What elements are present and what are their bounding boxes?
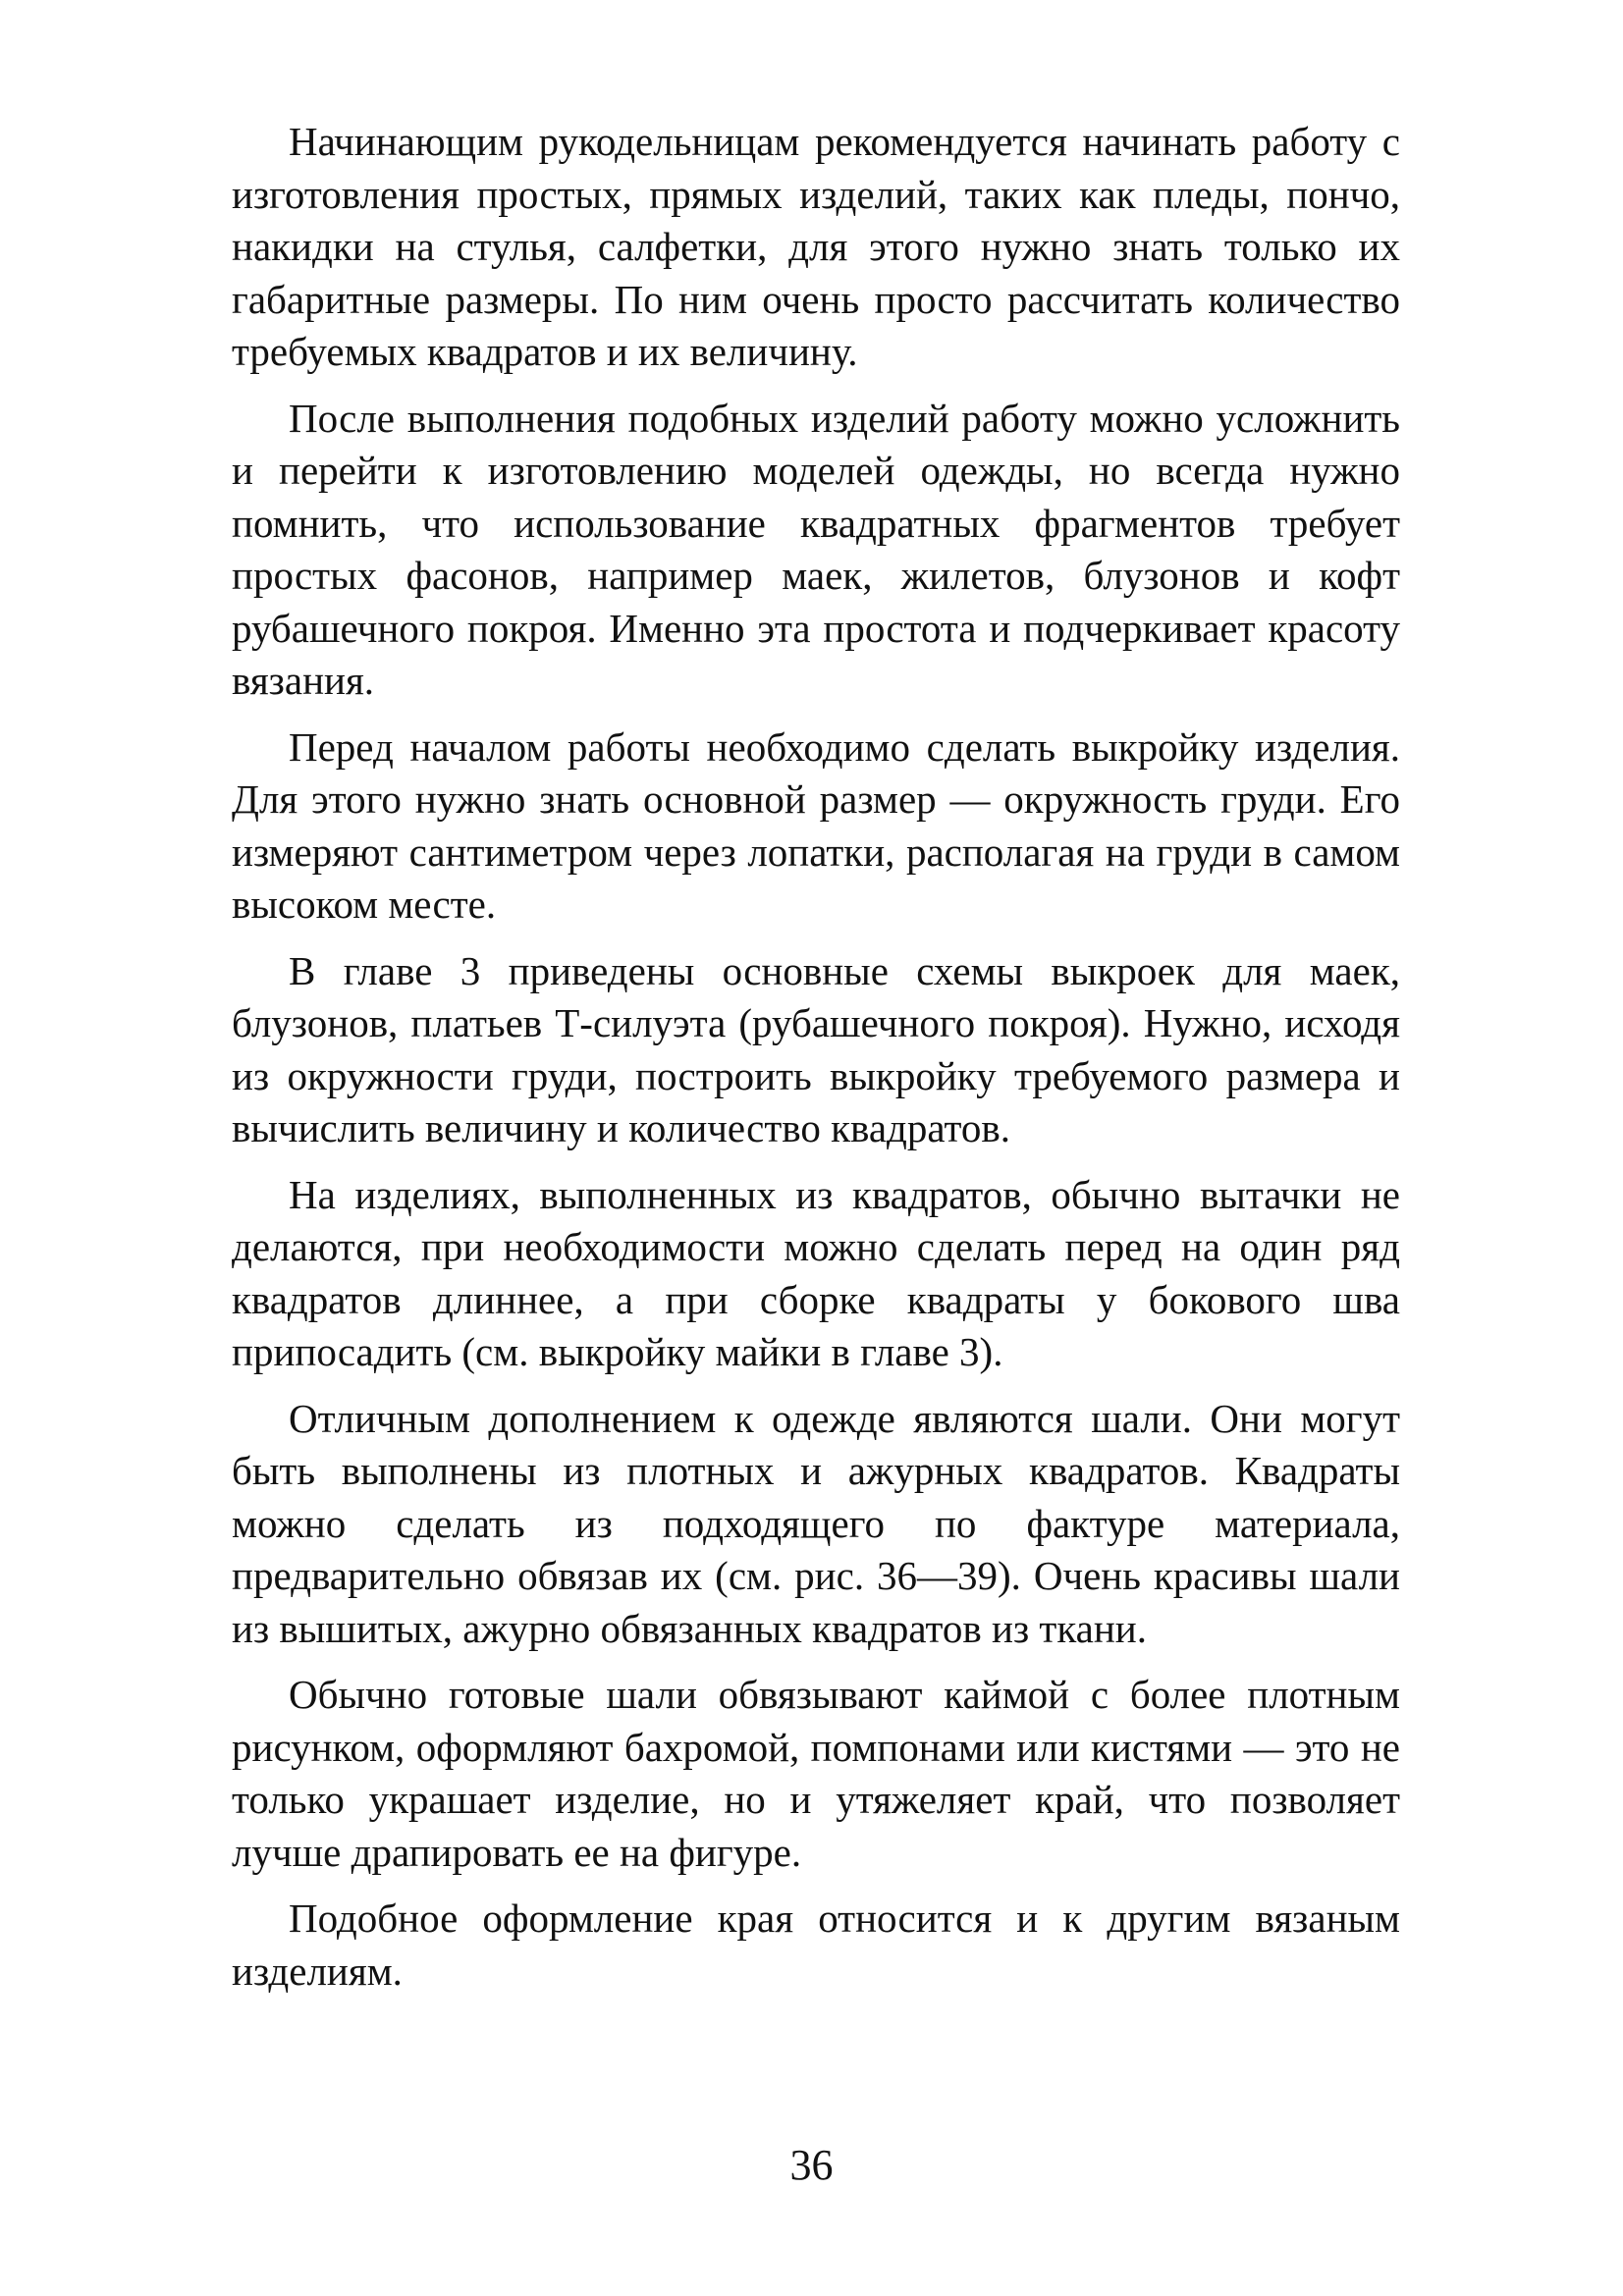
paragraph-5: На изделиях, выполненных из квадратов, обычно вытачки не делаются, при необходимости можно сделать перед на один ряд квадратов длиннее, а при сборке квадраты у бокового шва припосадить (см. выкройку майки в главе 3). [232, 1171, 1400, 1374]
paragraph-6: Отличным дополнением к одежде являются шали. Они могут быть выполнены из плотных и ажурных квадратов. Квадраты можно сделать из подходящего по фактуре материала, предварительно обвязав их (см. рис. 36—39). Очень красивы шали из вышитых, ажурно обвязанных квадратов из ткани. [232, 1395, 1400, 1651]
paragraph-8: Подобное оформление края относится и к другим вязаным изделиям. [232, 1896, 1400, 1994]
paragraph-2: После выполнения подобных изделий работу можно усложнить и перейти к изготовлению моделей одежды, но всегда нужно помнить, что использование квадратных фрагментов требует простых фасонов, например маек, жилетов, блузонов и кофт рубашечного покроя. Именно эта простота и подчеркивает красоту вязания. [232, 395, 1400, 703]
paragraph-7: Обычно готовые шали обвязывают каймой с более плотным рисунком, оформляют бахромой, помпонами или кистями — это не только украшает изделие, но и утяжеляет край, что позволяет лучше драпировать ее на фигуре. [232, 1672, 1400, 1875]
page-number: 36 [789, 2141, 834, 2189]
paragraph-3: Перед началом работы необходимо сделать выкройку изделия. Для этого нужно знать основной размер — окружность груди. Его измеряют сантиметром через лопатки, располагая на груди в самом высоком месте. [232, 723, 1400, 927]
paragraph-4: В главе 3 приведены основные схемы выкроек для маек, блузонов, платьев Т-силуэта (рубашечного покроя). Нужно, исходя из окружности груди, построить выкройку требуемого размера и вычислить величину и количество квадратов. [232, 947, 1400, 1150]
body-text [232, 116, 1400, 2011]
paragraph-1: Начинающим рукодельницам рекомендуется начинать работу с изготовления простых, прямых изделий, таких как пледы, пончо, накидки на стулья, салфетки, для этого нужно знать только их габаритные размеры. По ним очень просто рассчитать количество требуемых квадратов и их величину. [232, 119, 1400, 374]
